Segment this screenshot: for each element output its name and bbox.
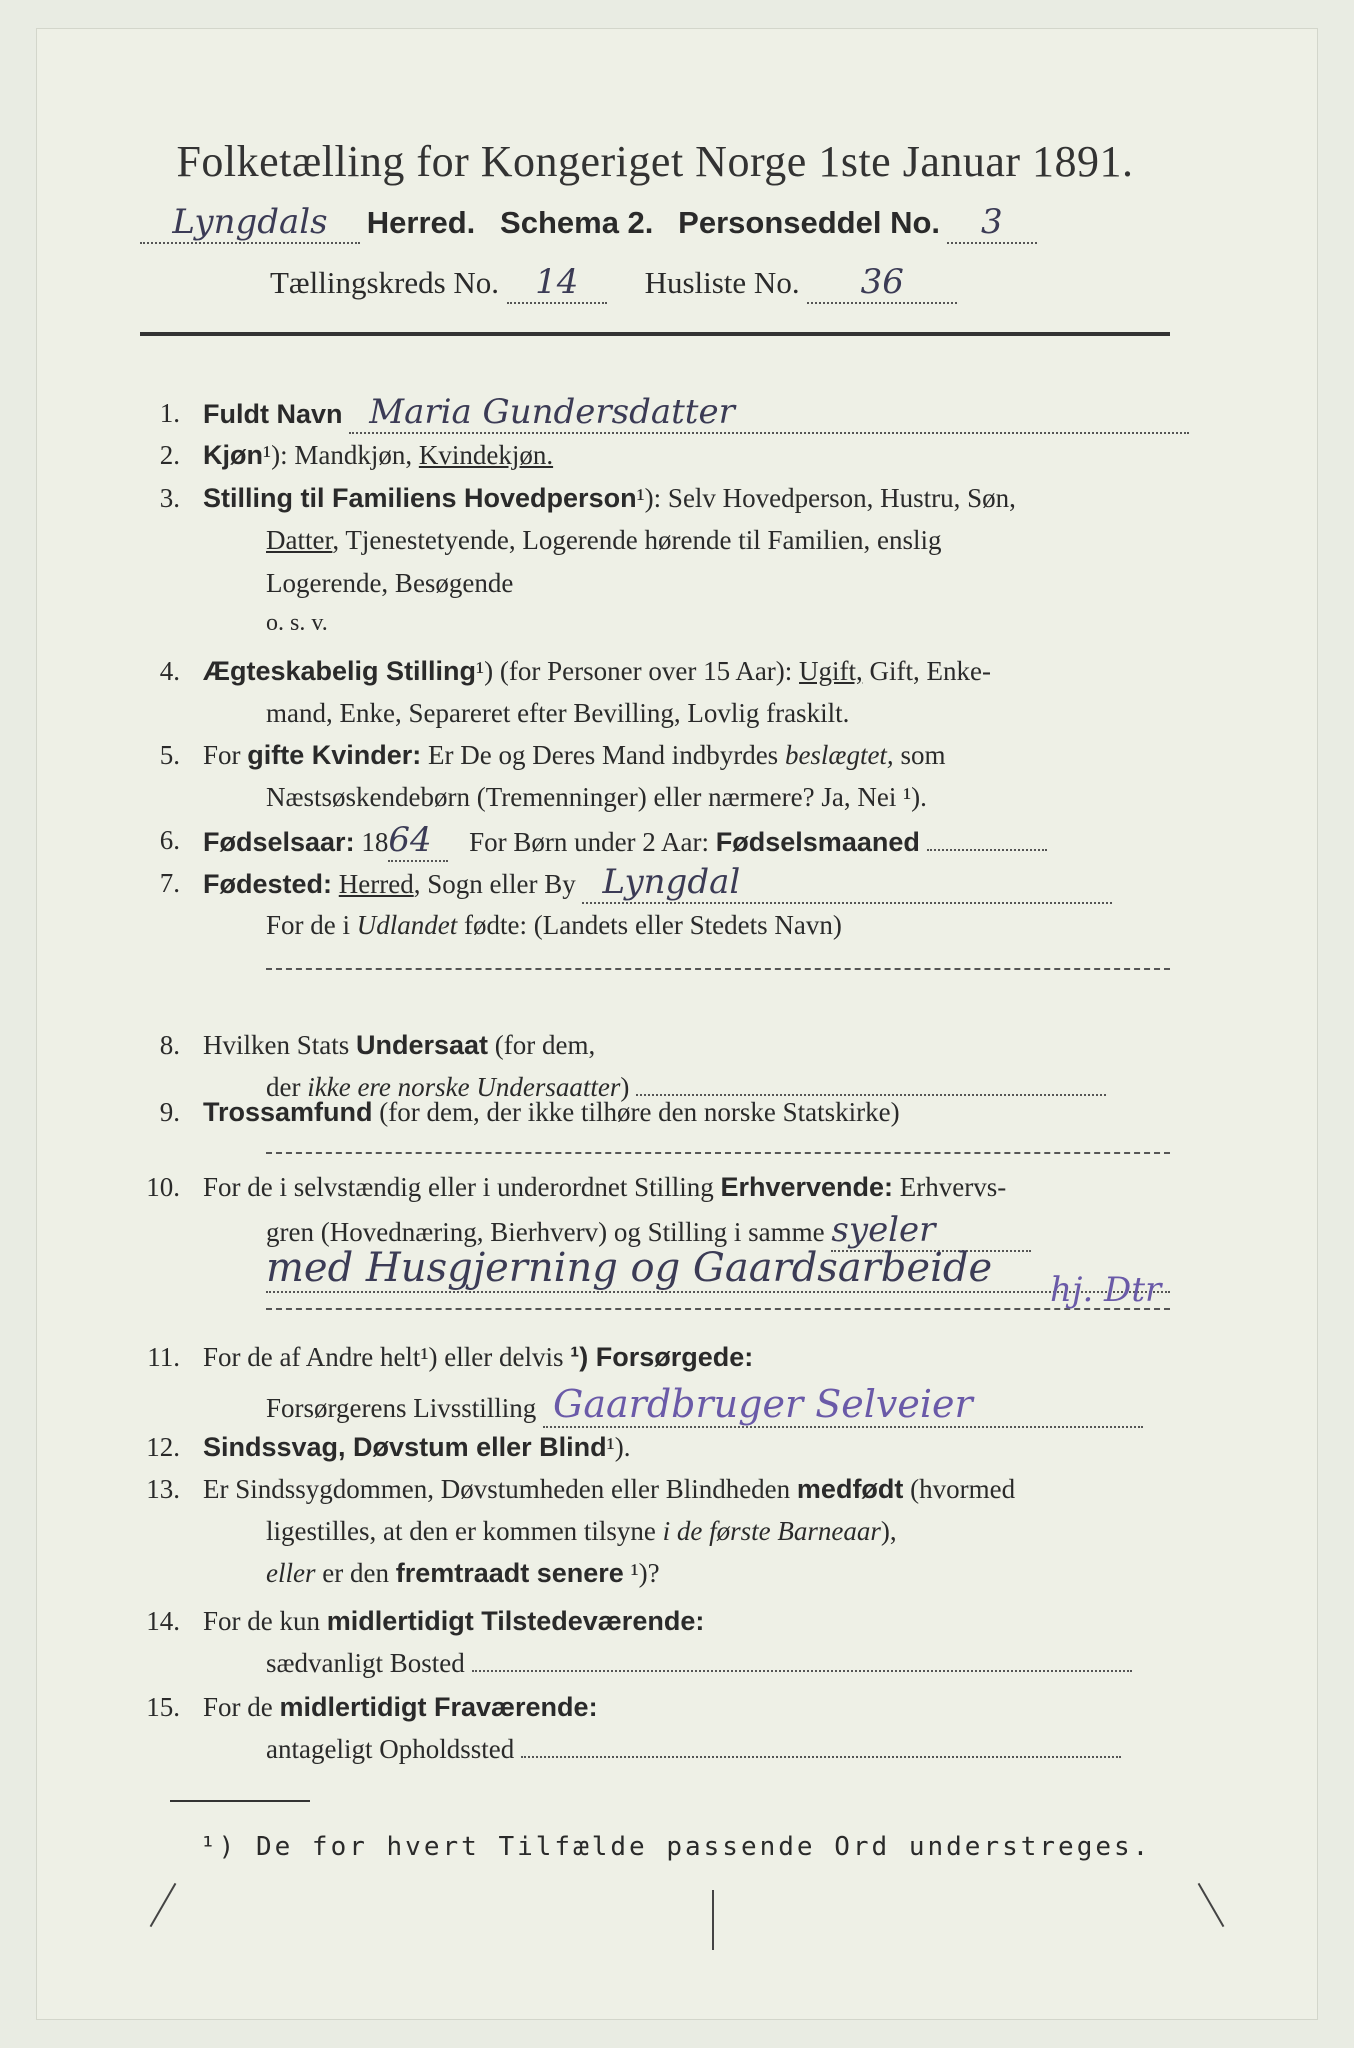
- q5-label: gifte Kvinder:: [247, 740, 422, 770]
- header-divider: [140, 332, 1170, 336]
- q1-answer: Maria Gundersdatter: [369, 392, 735, 432]
- q13-line3: [266, 1558, 660, 1589]
- q11-label: ¹) Forsørgede:: [570, 1342, 754, 1372]
- q13-number: 13.: [146, 1474, 180, 1504]
- q10-text-a: For de i selvstændig eller i underordnet Stilling: [203, 1172, 714, 1202]
- q9-number: 9.: [159, 1097, 180, 1127]
- q7-line2a: For de i: [266, 910, 350, 940]
- q6-text: For Børn under 2 Aar:: [469, 827, 710, 857]
- q11-text-b: ¹) eller delvis: [420, 1342, 564, 1372]
- q15-line2: [266, 1734, 1121, 1765]
- q13-line2a: ligestilles, at den er kommen tilsyne: [266, 1516, 656, 1546]
- q11-row: [203, 1342, 753, 1373]
- q10-answer3: hj. Dtr: [1050, 1270, 1162, 1310]
- q9-blank-line: [266, 1152, 1170, 1154]
- q13-line3a: er den: [322, 1558, 389, 1588]
- q7-number: 7.: [159, 868, 180, 898]
- q13-line2b: ),: [880, 1516, 897, 1546]
- q2-kvindekjon: Kvindekjøn.: [418, 440, 554, 470]
- q3-number: 3.: [159, 483, 180, 513]
- q13-line3b: ¹)?: [630, 1558, 660, 1588]
- q13-row: [203, 1474, 1015, 1505]
- q11-line2-text: Forsørgerens Livsstilling: [266, 1393, 537, 1423]
- q13-label2: fremtraadt senere: [395, 1558, 624, 1588]
- q7-herred: Herred: [338, 869, 414, 899]
- q10-row: [203, 1172, 1006, 1203]
- q12-label: Sindssvag, Døvstum eller Blind: [203, 1432, 607, 1462]
- q13-label: medfødt: [796, 1474, 904, 1504]
- q15-text-a: For de: [203, 1692, 273, 1722]
- personseddel-label: Personseddel No.: [678, 205, 941, 240]
- q13-line2: [266, 1516, 897, 1547]
- herred-label: Herred.: [366, 205, 476, 240]
- schema-label: Schema 2.: [500, 205, 654, 240]
- q7-text: , Sogn eller By: [413, 869, 576, 899]
- q7-udlandet: Udlandet: [356, 910, 458, 940]
- q3-line1: Selv Hovedperson, Hustru, Søn,: [667, 483, 1016, 513]
- q3-line3: Logerende, Besøgende: [266, 568, 514, 598]
- q8-text-b: (for dem,: [494, 1030, 596, 1060]
- q5-for: For: [203, 740, 241, 770]
- crop-mark-center: [712, 1890, 714, 1950]
- q4-row: [203, 656, 991, 687]
- q7-label: Fødested:: [203, 869, 333, 899]
- q7-blank-line: [266, 968, 1170, 970]
- q14-number: 14.: [146, 1606, 180, 1636]
- q3-line2: [266, 525, 941, 556]
- q1-number: 1.: [159, 398, 180, 428]
- q10-answer2: med Husgjerning og Gaardsarbeide: [266, 1245, 993, 1291]
- q14-line2-text: sædvanligt Bosted: [266, 1648, 465, 1678]
- q1-label: Fuldt Navn: [203, 399, 343, 429]
- q14-row: [203, 1606, 704, 1637]
- q5-line1: Er De og Deres Mand indbyrdes: [428, 740, 779, 770]
- form-title: Folketælling for Kongeriget Norge 1ste Januar 1891.: [176, 137, 1134, 186]
- q3-row: [203, 483, 1016, 514]
- q7-line2: [266, 910, 842, 941]
- q3-line2-rest: , Tjenestetyende, Logerende hørende til Familien, enslig: [332, 525, 942, 555]
- q4-sup: ¹): [476, 656, 494, 686]
- q13-italic: i de første Barneaar: [662, 1516, 881, 1546]
- q11-line2: [266, 1382, 1143, 1428]
- q8-row: [203, 1030, 595, 1061]
- q5-line2: Næstsøskendebørn (Tremenninger) eller nærmere? Ja, Nei ¹).: [266, 782, 927, 812]
- q10-line3: [266, 1245, 1170, 1293]
- q10-blank-line: [266, 1308, 1170, 1310]
- q10-label: Erhvervende:: [720, 1172, 894, 1202]
- kreds-label: Tællingskreds No.: [270, 265, 500, 300]
- q8-label: Undersaat: [356, 1030, 489, 1060]
- q6-year-prefix: 18: [361, 827, 389, 857]
- q7-answer: Lyngdal: [602, 862, 741, 902]
- q4-line1c: Gift, Enke-: [869, 656, 992, 686]
- q5-som: som: [900, 740, 946, 770]
- husliste-label: Husliste No.: [644, 265, 800, 300]
- q12-sup: ¹).: [606, 1432, 631, 1462]
- footnote-divider: [170, 1800, 310, 1802]
- kreds-handwritten: 14: [535, 262, 579, 302]
- q13-eller: eller: [266, 1558, 316, 1588]
- q2-row: [203, 440, 553, 471]
- q15-label: midlertidigt Fraværende:: [279, 1692, 598, 1722]
- q8-italic: ikke ere norske Undersaatter: [307, 1072, 621, 1102]
- q14-text-a: For de kun: [203, 1606, 320, 1636]
- q15-row: [203, 1692, 598, 1723]
- q6-year-handwritten: 64: [388, 820, 432, 860]
- q6-label: Fødselsaar:: [203, 827, 355, 857]
- q11-text-a: For de af Andre helt: [203, 1342, 421, 1372]
- q3-label: Stilling til Familiens Hovedperson: [203, 483, 637, 513]
- q4-line1a: (for Personer over 15 Aar):: [499, 656, 793, 686]
- q8-paren: ): [620, 1072, 630, 1102]
- q10-line2-text: gren (Hovednæring, Bierhverv) og Stilling i samme: [266, 1217, 825, 1247]
- q10-text-b: Erhvervs-: [899, 1172, 1007, 1202]
- q3-datter: Datter: [266, 525, 333, 555]
- q4-line2: mand, Enke, Separeret efter Bevilling, Lovlig fraskilt.: [266, 698, 850, 728]
- header-kreds-row: [270, 262, 957, 304]
- q14-line2: [266, 1648, 1132, 1679]
- q15-number: 15.: [146, 1692, 180, 1722]
- q10-annotation: [1050, 1270, 1161, 1310]
- q4-number: 4.: [159, 656, 180, 686]
- q5-beslaegtet: beslægtet,: [784, 740, 894, 770]
- q9-text: (for dem, der ikke tilhøre den norske Statskirke): [379, 1097, 900, 1127]
- q5-row: [203, 740, 945, 771]
- q6-row: [203, 820, 1047, 862]
- q11-number: 11.: [147, 1342, 180, 1372]
- q3-line4: o. s. v.: [266, 610, 328, 636]
- q10-answer1: syeler: [831, 1210, 936, 1250]
- q14-label: midlertidigt Tilstedeværende:: [326, 1606, 705, 1636]
- q2-sup: ¹):: [263, 440, 288, 470]
- q6-label2: Fødselsmaaned: [715, 827, 920, 857]
- q7-row: [203, 862, 1112, 904]
- q12-number: 12.: [146, 1432, 180, 1462]
- header-herred-row: [140, 202, 1037, 244]
- q2-mandkjon: Mandkjøn,: [294, 440, 413, 470]
- q12-row: [203, 1432, 630, 1463]
- q11-answer: Gaardbruger Selveier: [553, 1382, 973, 1426]
- q13-text-a: Er Sindssygdommen, Døvstumheden eller Blindheden: [203, 1474, 791, 1504]
- footnote: ¹) De for hvert Tilfælde passende Ord understreges.: [200, 1832, 1152, 1862]
- q4-label: Ægteskabelig Stilling: [203, 656, 477, 686]
- q2-label: Kjøn: [203, 440, 263, 470]
- q3-sup: ¹):: [636, 483, 662, 513]
- q15-line2-text: antageligt Opholdssted: [266, 1734, 515, 1764]
- q8-text-a: Hvilken Stats: [203, 1030, 350, 1060]
- q5-number: 5.: [159, 740, 180, 770]
- q9-row: [203, 1097, 900, 1128]
- q2-number: 2.: [159, 440, 180, 470]
- q7-line2b: fødte: (Landets eller Stedets Navn): [464, 910, 842, 940]
- q1-row: [203, 392, 1189, 434]
- q10-number: 10.: [146, 1172, 180, 1202]
- herred-handwritten: Lyngdals: [172, 202, 328, 242]
- q4-ugift: Ugift,: [799, 656, 863, 686]
- q8-number: 8.: [159, 1030, 180, 1060]
- personseddel-handwritten: 3: [980, 202, 1003, 242]
- husliste-handwritten: 36: [860, 262, 904, 302]
- q8-der: der: [266, 1072, 301, 1102]
- q13-text-b: (hvormed: [910, 1474, 1016, 1504]
- q9-label: Trossamfund: [203, 1097, 373, 1127]
- q6-number: 6.: [159, 825, 180, 855]
